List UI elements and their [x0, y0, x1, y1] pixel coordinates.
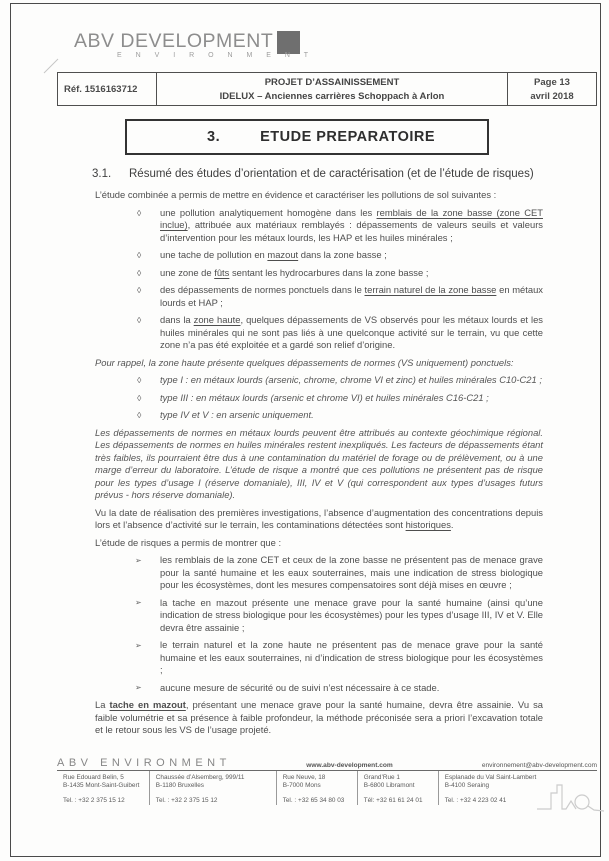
- footer-website: www.abv-development.com: [306, 762, 393, 769]
- bullet-item: [95, 392, 543, 405]
- text-segment: dans la: [160, 314, 194, 325]
- section-heading: [92, 168, 534, 180]
- paragraph: [95, 427, 543, 502]
- emphasized-text: tache en mazout: [109, 699, 186, 710]
- diamond-bullet-icon: ◊: [137, 250, 142, 260]
- emphasized-text: zone haute: [193, 314, 241, 325]
- bullet-text: [160, 554, 543, 590]
- logo-brand-text: ABV DEVELOPMENT: [74, 30, 274, 52]
- bullet-item: [95, 682, 543, 695]
- office-address-line2: B-7000 Mons: [282, 782, 321, 789]
- office-address-line1: Grand’Rue 1: [363, 774, 400, 781]
- text-segment: aucune mesure de sécurité ou de suivi n’est nécessaire à ce stade.: [160, 681, 440, 693]
- text-segment: Les dépassements de normes en métaux lourds peuvent être attribués au contexte géochimique régional. Les dépassements de normes en huiles minérales restent inexpliqués. Les facteurs de dépassements étant très faibles, ils pourraient être dus à une contamination du matériel de forage ou de prélèvement, ou à une marge d’erreur du laboratoire. L’étude de risque a montré que ces pollutions ne présentent pas de risque pour les types d’usage I (réserve domaniale), III, IV et V (qui correspondent aux types d’usages futurs prévus - hors réserve domaniale).: [95, 426, 543, 500]
- diamond-bullet-icon: ◊: [137, 267, 142, 278]
- bullet-text: [160, 267, 428, 278]
- text-segment: , attribuée aux matériaux remblayés : dépassements de valeurs seuils et valeurs d’intervention pour les métaux lourds, les HAP et les huiles minérales ;: [160, 219, 543, 243]
- text-segment: La: [95, 699, 110, 710]
- office-telephone: Tél: +32 61 61 24 01: [363, 797, 423, 804]
- bullet-item: [95, 207, 543, 245]
- office-telephone: Tel. : +32 65 34 80 03: [282, 797, 345, 804]
- bullet-item: [95, 249, 543, 262]
- office-telephone: Tel. : +32 2 375 15 12: [155, 797, 218, 804]
- text-segment: des dépassements de normes ponctuels dans le: [160, 284, 365, 295]
- arrow-bullet-icon: ➢: [135, 598, 142, 607]
- text-segment: une pollution analytiquement homogène dans les: [160, 206, 377, 218]
- office-address-line1: Rue Edouard Belin, 5: [63, 774, 124, 781]
- text-segment: , quelques dépassements de VS observés pour les métaux lourds et les huiles minérales qui ne sont pas liés à une quelconque activité sur le terrain, vu que cette zone n’a pas été exploitée et a gardé son relief d’origine.: [160, 314, 543, 350]
- text-segment: une tache de pollution en: [160, 249, 268, 260]
- office-address-line1: Chaussée d’Alsemberg, 999/11: [155, 774, 245, 781]
- emphasized-text: remblais de la zone basse (zone CET inclue): [160, 206, 543, 230]
- chapter-number: 3.: [207, 129, 221, 145]
- text-segment: en métaux lourds et HAP ;: [160, 284, 543, 308]
- diamond-bullet-icon: ◊: [137, 285, 142, 295]
- text-segment: une zone de: [160, 266, 215, 278]
- bullet-item: [95, 554, 543, 592]
- header-page-info: [508, 73, 596, 105]
- document-body: [95, 189, 543, 742]
- logo-subtitle: E N V I R O N M E N T: [117, 52, 315, 59]
- diamond-bullet-icon: ◊: [137, 375, 142, 385]
- section-number: 3.1.: [92, 168, 112, 180]
- footer-email: environnement@abv-development.com: [481, 762, 597, 769]
- office-address-line2: B-1435 Mont-Saint-Guibert: [63, 782, 140, 789]
- bullet-item: [95, 639, 543, 677]
- footer-office: [357, 771, 438, 805]
- office-address-line2: B-4100 Seraing: [444, 782, 490, 789]
- text-segment: dans la zone basse ;: [298, 249, 387, 260]
- diamond-bullet-icon: ◊: [137, 315, 142, 325]
- text-segment: type I : en métaux lourds (arsenic, chrome, chrome VI et zinc) et huiles minérales C10-C21 ;: [160, 374, 542, 385]
- emphasized-text: mazout: [267, 249, 299, 260]
- footer-office: [276, 771, 357, 805]
- footer: [57, 757, 597, 805]
- office-telephone: Tel. : +32 2 375 15 12: [63, 797, 125, 804]
- office-telephone: Tel. : +32 4 223 02 41: [444, 797, 507, 804]
- text-segment: L’étude de risques a permis de montrer que :: [95, 536, 282, 548]
- text-segment: .: [450, 519, 454, 530]
- bullet-text: [160, 249, 387, 260]
- office-address-line2: B-6800 Libramont: [363, 782, 415, 789]
- text-segment: L’étude combinée a permis de mettre en évidence et caractériser les pollutions de sol suivantes :: [95, 189, 497, 200]
- chapter-title: ETUDE PREPARATOIRE: [260, 129, 436, 145]
- emphasized-text: fûts: [214, 266, 230, 278]
- bullet-item: [95, 314, 543, 352]
- diamond-bullet-icon: ◊: [137, 392, 142, 403]
- paragraph: [95, 507, 543, 532]
- text-segment: Pour rappel, la zone haute présente quelques dépassements de normes (VS uniquement) ponctuels:: [95, 356, 514, 368]
- emphasized-text: historiques: [405, 519, 451, 530]
- bullet-text: [160, 682, 439, 693]
- project-title: PROJET D’ASSAINISSEMENT: [264, 76, 400, 88]
- text-segment: Vu la date de réalisation des premières investigations, l’absence d’augmentation des concentrations depuis lors et l’absence d’activité sur le terrain, les contaminations détectées sont: [95, 506, 543, 530]
- page-date: avril 2018: [530, 90, 574, 102]
- footer-offices: [57, 771, 597, 805]
- footer-office: [57, 771, 149, 805]
- bullet-item: [95, 597, 543, 635]
- diamond-bullet-icon: ◊: [137, 207, 142, 218]
- bullet-item: [95, 374, 543, 387]
- arrow-bullet-icon: ➢: [135, 640, 142, 650]
- logo-square-icon: [277, 31, 300, 54]
- text-segment: la tache en mazout présente une menace grave pour la santé humaine (ainsi qu’une indication de stress biologique pour les écosystèmes) pour les types d’usage III, IV et V. Elle devra être assainie ;: [160, 596, 543, 633]
- project-subtitle: IDELUX – Anciennes carrières Schoppach à Arlon: [219, 90, 445, 102]
- paragraph: [95, 537, 543, 550]
- bullet-text: [160, 374, 542, 385]
- bullet-text: [160, 314, 543, 350]
- emphasized-text: terrain naturel de la zone basse: [364, 284, 497, 295]
- text-segment: type IV et V : en arsenic uniquement.: [160, 409, 314, 420]
- footer-office: [149, 771, 276, 805]
- bullet-text: [160, 409, 314, 420]
- text-segment: sentant les hydrocarbures dans la zone basse ;: [229, 266, 429, 278]
- bullet-text: [160, 392, 489, 403]
- chapter-title-box: [125, 119, 489, 155]
- bullet-text: [160, 597, 543, 633]
- bullet-item: [95, 409, 543, 422]
- page-number: Page 13: [534, 76, 570, 88]
- header-table: [57, 72, 597, 106]
- bullet-item: [95, 267, 543, 280]
- paragraph: [95, 357, 543, 370]
- footer-top-row: [57, 757, 597, 771]
- office-address-line1: Rue Neuve, 18: [282, 774, 326, 781]
- logo: [74, 30, 314, 59]
- office-address-line1: Esplanade du Val Saint-Lambert: [444, 774, 537, 781]
- bullet-text: [160, 207, 543, 243]
- bullet-text: [160, 639, 543, 675]
- section-title: Résumé des études d’orientation et de caractérisation (et de l’étude de risques): [129, 168, 534, 180]
- text-segment: les remblais de la zone CET et ceux de la zone basse ne présentent pas de menace grave pour la santé humaine et les eaux souterraines, mais une indication de stress biologique pour les écosystèmes, dont les mesures compensatoires sont déjà mises en œuvre ;: [160, 554, 543, 590]
- arrow-bullet-icon: ➢: [135, 555, 142, 565]
- arrow-bullet-icon: ➢: [135, 683, 142, 692]
- text-segment: le terrain naturel et la zone haute ne présentent pas de menace grave pour la santé humaine et les eaux souterraines, ni d’indication de stress biologique pour les écosystèmes ;: [160, 639, 543, 675]
- skyline-sketch-icon: [536, 780, 606, 816]
- footer-brand: ABV ENVIRONMENT: [57, 757, 231, 769]
- header-project: [157, 73, 508, 105]
- text-segment: type III : en métaux lourds (arsenic et chrome VI) et huiles minérales C16-C21 ;: [160, 391, 489, 403]
- paragraph: [95, 699, 543, 737]
- office-address-line2: B-1180 Bruxelles: [155, 782, 204, 789]
- header-reference: Réf. 1516163712: [58, 73, 157, 105]
- bullet-text: [160, 284, 543, 308]
- bullet-item: [95, 284, 543, 309]
- diamond-bullet-icon: ◊: [137, 410, 142, 420]
- text-segment: , présentant une menace grave pour la santé humaine, devra être assainie. Vu sa faible volumétrie et sa présence à faible profondeur, la méthode préconisée sera a priori l’excavation totale et le retour sous les VS de l’usage projeté.: [95, 699, 543, 735]
- paragraph: [95, 189, 543, 202]
